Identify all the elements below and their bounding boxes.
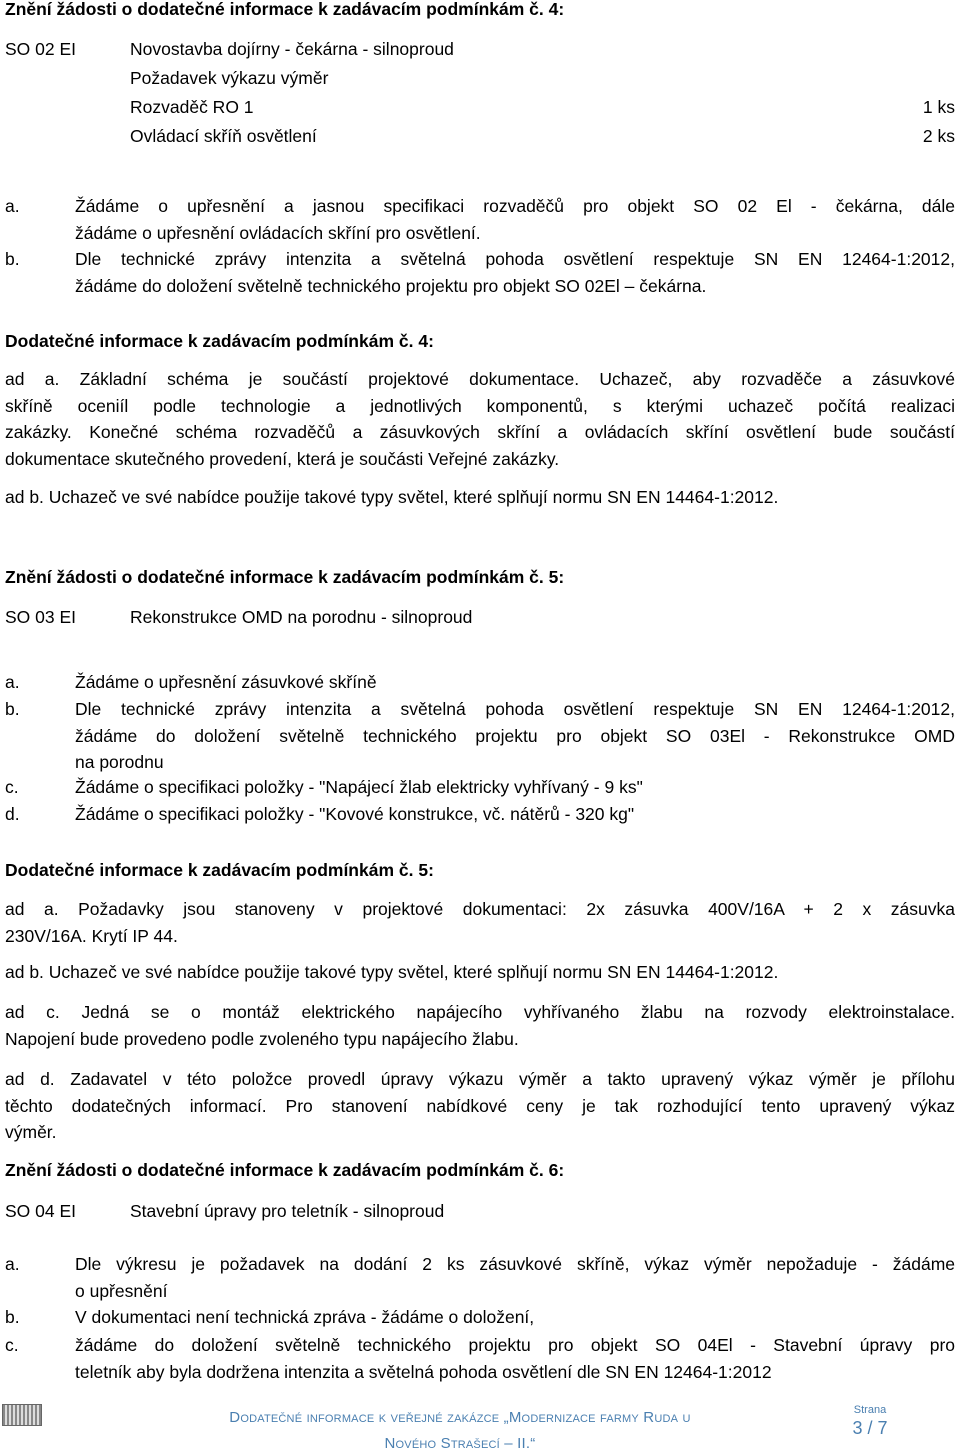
item-line: Žádáme o specifikaci položky - "Napájecí žlab elektricky vyhřívaný - 9 ks"	[75, 777, 643, 797]
item-marker: b.	[5, 699, 20, 719]
section4-row-0: Novostavba dojírny - čekárna - silnoproud	[130, 39, 454, 59]
item-marker: b.	[5, 1307, 20, 1327]
section5-answer-c	[5, 999, 955, 1052]
section5-answer-heading: Dodatečné informace k zadávacím podmínkám č. 5:	[5, 860, 434, 880]
footer-line-2: Nového Strašecí – II.“	[384, 1435, 536, 1452]
section5-object-code: SO 03 EI	[5, 607, 77, 627]
item-marker: c.	[5, 1335, 19, 1355]
answer-line: ad a. Základní schéma je součástí projektové dokumentace. Uchazeč, aby rozvaděče a zásuvkové	[5, 369, 955, 389]
company-logo-icon	[2, 1404, 42, 1426]
item-line: Dle technické zprávy intenzita a světelná pohoda osvětlení respektuje SN EN 12464-1:2012,	[75, 249, 955, 269]
item-marker: a.	[5, 672, 20, 692]
page-label: Strana	[853, 1404, 887, 1416]
section4-answer-b: ad b. Uchazeč ve své nabídce použije takové typy světel, které splňují normu SN EN 14464-1:2012.	[5, 487, 779, 507]
section5-answer-d	[5, 1066, 955, 1146]
section6-object-title: Stavební úpravy pro teletník - silnoproud	[130, 1201, 445, 1221]
answer-line: ad c. Jedná se o montáž elektrického napájecího vyhřívaného žlabu na rozvody elektroinstalace.	[5, 1002, 955, 1022]
section4-answer-heading: Dodatečné informace k zadávacím podmínkám č. 4:	[5, 331, 434, 351]
section4-row-3-qty: 2 ks	[922, 126, 955, 146]
item-line: V dokumentaci není technická zpráva - žádáme o doložení,	[75, 1307, 535, 1327]
section6-item-a	[5, 1251, 955, 1304]
item-marker: a.	[5, 196, 20, 216]
section6-item-b	[5, 1304, 955, 1331]
section4-row-2: Rozvaděč RO 1	[130, 97, 254, 117]
item-line: Dle technické zprávy intenzita a světelná pohoda osvětlení respektuje SN EN 12464-1:2012,	[75, 699, 955, 719]
item-line: Žádáme o upřesnění zásuvkové skříně	[75, 672, 377, 692]
answer-line: ad a. Požadavky jsou stanoveny v projektové dokumentaci: 2x zásuvka 400V/16A + 2 x zásuvka	[5, 899, 955, 919]
section5-answer-a	[5, 896, 955, 949]
footer-title	[150, 1405, 770, 1453]
item-marker: d.	[5, 804, 20, 824]
answer-line: 230V/16A. Krytí IP 44.	[5, 925, 178, 946]
section5-item-a	[5, 669, 955, 696]
page-number: 3 / 7	[852, 1418, 888, 1438]
item-line: žádáme o upřesnění ovládacích skříní pro osvětlení.	[75, 222, 481, 243]
item-marker: c.	[5, 777, 19, 797]
item-line: o upřesnění	[75, 1280, 168, 1301]
answer-line: těchto dodatečných informací. Pro stanovení nabídkové ceny je tak rozhodující tento upravený výkaz	[5, 1095, 955, 1116]
section6-heading: Znění žádosti o dodatečné informace k zadávacím podmínkám č. 6:	[5, 1160, 565, 1180]
section6-item-c	[5, 1332, 955, 1385]
item-line: Dle výkresu je požadavek na dodání 2 ks zásuvkové skříně, výkaz výměr nepožaduje - žádáme	[75, 1254, 955, 1274]
section4-answer-a	[5, 366, 955, 472]
section4-item-b	[5, 246, 955, 299]
item-line: žádáme do doložení světelně technického projektu pro objekt SO 02El – čekárna.	[75, 275, 707, 296]
section6-object-code: SO 04 EI	[5, 1201, 77, 1221]
footer-line-1: Dodatečné informace k veřejné zakázce „Modernizace farmy Ruda u	[229, 1409, 691, 1426]
section5-object-title: Rekonstrukce OMD na porodnu - silnoproud	[130, 607, 473, 627]
section4-row-1: Požadavek výkazu výměr	[130, 68, 329, 88]
item-line: na porodnu	[75, 752, 164, 772]
answer-line: výměr.	[5, 1122, 57, 1142]
answer-line: dokumentace skutečného provedení, která je součásti Veřejné zakázky.	[5, 448, 560, 469]
section5-item-d	[5, 801, 955, 828]
section5-item-c	[5, 774, 955, 801]
section4-item-a	[5, 193, 955, 246]
answer-line: skříně oceniíl podle technologie a jednotlivých komponentů, s kterými uchazeč počítá realizaci	[5, 395, 955, 416]
section5-answer-b: ad b. Uchazeč ve své nabídce použije takové typy světel, které splňují normu SN EN 14464-1:2012.	[5, 962, 779, 982]
answer-line: Napojení bude provedeno podle zvoleného typu napájecího žlabu.	[5, 1028, 519, 1049]
section5-heading: Znění žádosti o dodatečné informace k zadávacím podmínkám č. 5:	[5, 567, 565, 587]
answer-line: zakázky. Konečné schéma rozvaděčů a zásuvkových skříní a ovládacích skříní osvětlení bude součástí	[5, 422, 955, 442]
item-line: Žádáme o upřesnění a jasnou specifikaci rozvaděčů pro objekt SO 02 El - čekárna, dále	[75, 196, 955, 216]
item-marker: a.	[5, 1254, 20, 1274]
section4-row-2-qty: 1 ks	[922, 97, 955, 117]
item-marker: b.	[5, 249, 20, 269]
answer-line: ad d. Zadavatel v této položce provedl úpravy výkazu výměr a takto upravený výkaz výměr je přílohu	[5, 1069, 955, 1089]
section5-item-b	[5, 696, 955, 776]
item-line: teletník aby byla dodržena intenzita a světelná pohoda osvětlení dle SN EN 12464-1:2012	[75, 1361, 772, 1382]
section4-row-3: Ovládací skříň osvětlení	[130, 126, 317, 146]
item-line: Žádáme o specifikaci položky - "Kovové konstrukce, vč. nátěrů - 320 kg"	[75, 804, 635, 824]
item-line: žádáme do doložení světelně technického projektu pro objekt SO 04El - Stavební úpravy pro	[75, 1335, 955, 1355]
section4-object-code: SO 02 EI	[5, 39, 77, 59]
section4-heading: Znění žádosti o dodatečné informace k zadávacím podmínkám č. 4:	[5, 0, 565, 19]
item-line: žádáme do doložení světelně technického projektu pro objekt SO 03El - Rekonstrukce OMD	[75, 725, 955, 746]
